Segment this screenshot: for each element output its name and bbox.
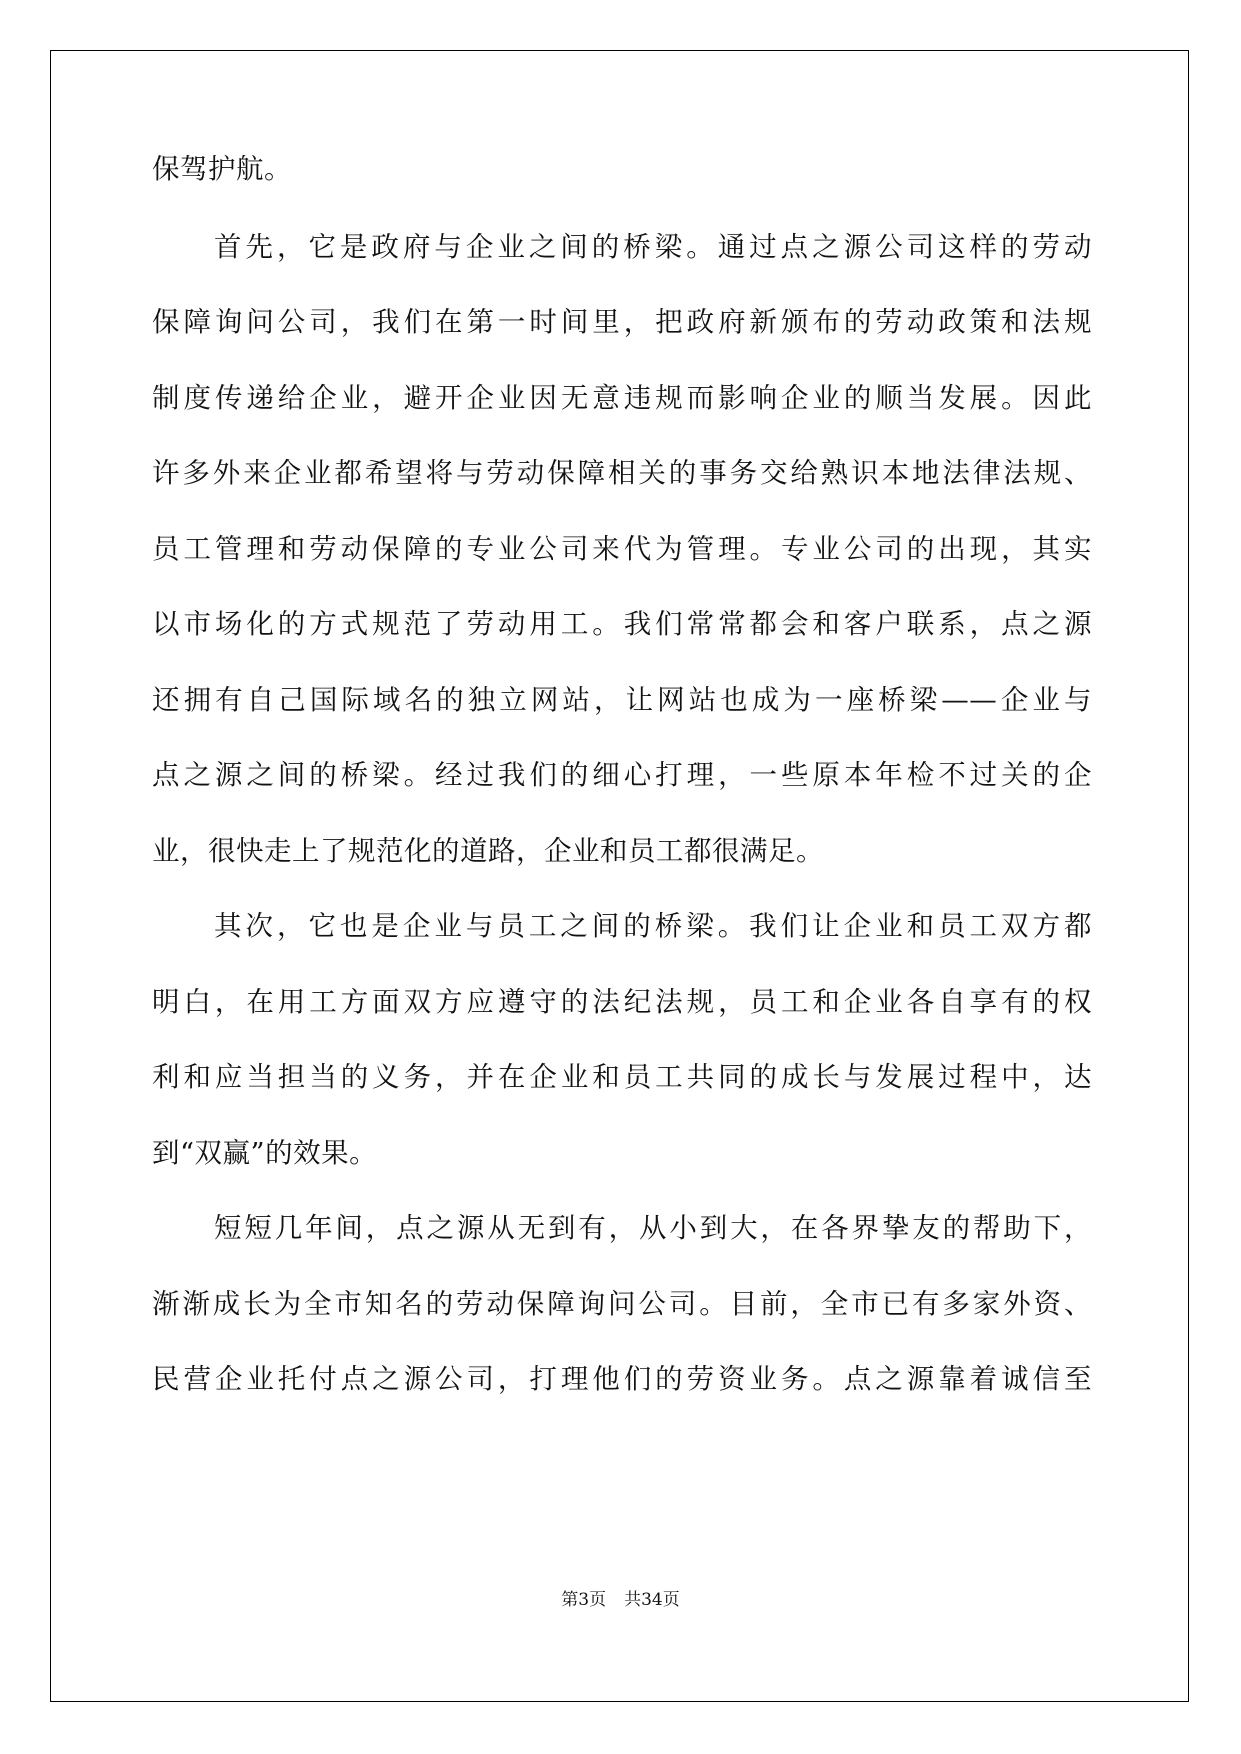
text-line: 许多外来企业都希望将与劳动保障相关的事务交给熟识本地法律法规、 — [152, 457, 1092, 489]
text-line: 业，很快走上了规范化的道路，企业和员工都很满足。 — [152, 835, 824, 867]
page-total: 共34页 — [624, 1590, 680, 1610]
text-line: 保障询问公司，我们在第一时间里，把政府新颁布的劳动政策和法规 — [152, 306, 1092, 338]
page-border — [50, 50, 1189, 1702]
text-line: 渐渐成长为全市知名的劳动保障询问公司。目前，全市已有多家外资、 — [152, 1288, 1092, 1320]
text-line: 利和应当担当的义务，并在企业和员工共同的成长与发展过程中，达 — [152, 1061, 1092, 1093]
text-line: 员工管理和劳动保障的专业公司来代为管理。专业公司的出现，其实 — [152, 533, 1092, 565]
text-line: 制度传递给企业，避开企业因无意违规而影响企业的顺当发展。因此 — [152, 382, 1092, 414]
text-line: 其次，它也是企业与员工之间的桥梁。我们让企业和员工双方都 — [214, 910, 1092, 942]
page-number: 第3页 — [561, 1590, 607, 1610]
text-line: 保驾护航。 — [152, 153, 292, 185]
text-line: 民营企业托付点之源公司，打理他们的劳资业务。点之源靠着诚信至 — [152, 1363, 1092, 1395]
text-line: 明白，在用工方面双方应遵守的法纪法规，员工和企业各自享有的权 — [152, 986, 1092, 1018]
text-line: 还拥有自己国际域名的独立网站，让网站也成为一座桥梁——企业与 — [152, 684, 1092, 716]
text-line: 短短几年间，点之源从无到有，从小到大，在各界挚友的帮助下， — [214, 1212, 1092, 1244]
text-line: 以市场化的方式规范了劳动用工。我们常常都会和客户联系，点之源 — [152, 608, 1092, 640]
text-line: 点之源之间的桥梁。经过我们的细心打理，一些原本年检不过关的企 — [152, 759, 1092, 791]
text-line: 到“双赢”的效果。 — [152, 1137, 378, 1169]
page-footer — [0, 1585, 1241, 1610]
text-line: 首先，它是政府与企业之间的桥梁。通过点之源公司这样的劳动 — [214, 231, 1092, 263]
